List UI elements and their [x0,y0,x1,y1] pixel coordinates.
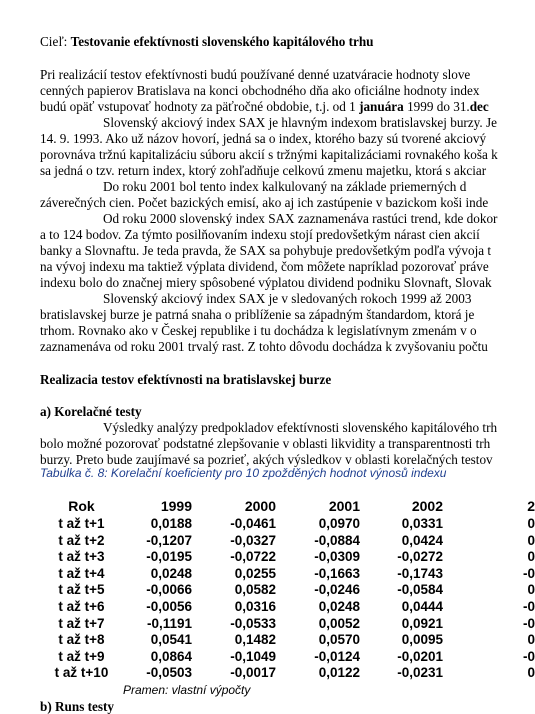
goal-title: Testovanie efektívnosti slovenského kapitálového trhu [70,34,374,49]
intro-month: januára [359,99,404,114]
table-row-label: t až t+4 [58,565,105,581]
table-cell: 0,0255 [234,565,276,581]
sax-para-line: 14. 9. 1993. Ako už názov hovorí, jedná sa o index, ktorého bazy sú tvorené akciový [40,131,487,146]
table-cell: -0,0246 [314,582,360,598]
table-cell: -0,0461 [230,516,276,531]
table-cell: -0,0503 [146,665,192,681]
table-cell: -0,0195 [146,549,192,565]
table-cell: 0,0424 [401,532,443,548]
table-cell: 0,0248 [318,599,360,614]
sax-para-line: Od roku 2000 slovenský index SAX zaznamenáva rastúci trend, kde dokor [103,211,498,226]
table-header-cell: 1999 [160,498,192,514]
subsection-heading-a: a) Korelačné testy [40,404,142,419]
table-cell: -0,0056 [146,599,192,614]
intro-line-2: cenných papierov Bratislava na konci obchodného dňa ako oficiálne hodnoty index [40,83,480,98]
sax-para-line: Slovenský akciový index SAX je hlavným indexom bratislavskej burzy. Je [103,115,497,130]
table-cell: 0,0570 [318,632,360,648]
table-cell: -0,0201 [397,648,443,664]
table-cell: -0,1743 [397,565,443,581]
intro-line-1: Pri realizácií testov efektívnosti budú používané denné uzatváracie hodnoty slove [40,67,471,82]
table-cell: 0,0582 [234,582,276,598]
table-cell: -0,1663 [314,565,360,581]
table-cell: -0,1207 [146,532,192,548]
sax-para-line: sa jedná o tzv. return index, ktorý zohľadňuje celkovú zmenu majetku, ktorá s akciar [40,163,487,178]
table-cell: 0,0444 [401,599,443,614]
sax-para-line: bratislavskej burze je patrná snaha o priblíženie sa západným štandardom, ktorá je [40,307,475,322]
table-row-label: t až t+8 [58,632,105,648]
table-cell: -0,0722 [230,549,276,565]
sax-para-line: záverečných cien. Počet bazických emisí, ako aj ich zastúpenie v bazickom koši inde [40,195,489,210]
sax-para-line: porovnáva tržnú kapitalizáciu súboru akcií s tržnými kapitalizáciami rovnakého koša k [40,147,498,162]
table-cell: -0,0231 [397,665,443,681]
table-cell: -0,0272 [397,549,443,565]
korel-para-line: Výsledky analýzy predpokladov efektívnosti slovenského kapitálového trh [103,420,498,435]
table-row-label: t až t+3 [58,549,105,565]
intro-line-3 [40,99,489,114]
table-header-cell: 2 [527,498,535,514]
table-cell: 0,0095 [401,632,443,648]
table-cell: 0,1482 [234,632,276,648]
table-row-label: t až t+1 [58,516,105,531]
table-cell: -0,0066 [146,582,192,598]
table-cell: -0,0327 [230,532,276,548]
table-cell: -0 [522,565,535,581]
table-cell: 0,0188 [150,516,192,531]
table-cell: 0 [527,532,535,548]
table-cell: -0,0884 [314,532,360,548]
table-caption: Tabulka č. 8: Korelační koeficienty pro 10 zpožděných hodnot výnosů indexu [40,466,447,480]
table-row-label: t až t+7 [58,615,105,631]
table-cell: 0,0541 [150,632,192,648]
sax-para-line: Slovenský akciový index SAX je v sledovaných rokoch 1999 až 2003 [103,291,472,306]
table-cell: 0 [527,632,535,648]
table-cell: -0 [522,615,535,631]
sax-para-line: na vývoj indexu ma taktiež výplata dividend, čom môžete napríklad pozorovať práve [40,259,489,274]
sax-para-line: indexu bolo do značnej miery spôsobené výplatou dividend podniku Slovnaft, Slovak [40,275,492,290]
section-heading: Realizacia testov efektívnosti na bratislavskej burze [40,372,332,387]
table-cell: 0,0921 [401,615,443,631]
table-cell: 0 [527,516,535,531]
table-cell: -0,0533 [230,615,276,631]
table-header-cell: Rok [68,498,95,514]
table-cell: 0,0316 [234,599,276,614]
table-cell: 0,0122 [318,665,360,681]
table-cell: -0,0584 [397,582,443,598]
table-source: Pramen: vlastní výpočty [123,683,251,697]
intro-line-3-text: budú opäť vstupovať hodnoty za päťročné obdobie, t.j. od 1 [40,99,360,114]
korel-para-line: burzy. Preto bude zaujímavé sa pozrieť, akých výsledkov v oblasti korelačných testov [40,452,493,467]
table-cell: 0 [527,549,535,565]
intro-line-3-mid: 1999 do 31. [403,99,470,114]
table-header-cell: 2002 [411,498,443,514]
table-header-cell: 2001 [328,498,360,514]
table-cell: -0,1049 [230,648,276,664]
table-cell: 0,0248 [150,565,192,581]
subsection-heading-b: b) Runs testy [40,699,115,714]
table-cell: -0,0124 [314,648,360,664]
sax-para-line: banky a Slovnaftu. Je teda pravda, že SAX sa pohybuje predovšetkým podľa vývoja t [40,243,492,258]
table-cell: 0,0052 [318,615,360,631]
goal-label: Cieľ: [40,34,68,49]
sax-para-line: Do roku 2001 bol tento index kalkulovaný na základe priemerných d [103,179,467,194]
korel-para-line: bolo možné pozorovať podstatné zlepšovanie v oblasti likvidity a transparentnosti trh [40,436,491,451]
table-row-label: t až t+6 [58,599,105,614]
table-cell: -0 [522,648,535,664]
sax-para-line: a to 124 bodov. Za týmto posilňovaním indexu stojí predovšetkým nárast cien akcií [40,227,480,242]
goal-line [40,34,374,49]
table-cell: 0 [527,665,535,681]
table-cell: -0,0309 [314,549,360,565]
table-cell: -0 [522,599,535,614]
table-row-label: t až t+9 [58,648,105,664]
table-cell: 0,0864 [150,648,192,664]
intro-month-2: dec [469,99,489,114]
table-cell: 0,0331 [401,516,443,531]
table-cell: 0,0970 [318,516,360,531]
sax-para-line: zaznamenáva od roku 2001 trvalý rast. Z tohto dôvodu dochádza k zvyšovaniu počtu [40,339,488,354]
table-cell: -0,0017 [230,665,276,681]
sax-para-line: trhom. Rovnako ako v Českej republike i tu dochádza k legislatívnym zmenám v o [40,323,477,338]
table-row-label: t až t+5 [58,582,105,598]
table-header-cell: 2000 [244,498,276,514]
table-cell: -0,1191 [146,615,192,631]
table-row-label: t až t+2 [58,532,105,548]
table-row-label: t až t+10 [54,665,109,681]
table-cell: 0 [527,582,535,598]
